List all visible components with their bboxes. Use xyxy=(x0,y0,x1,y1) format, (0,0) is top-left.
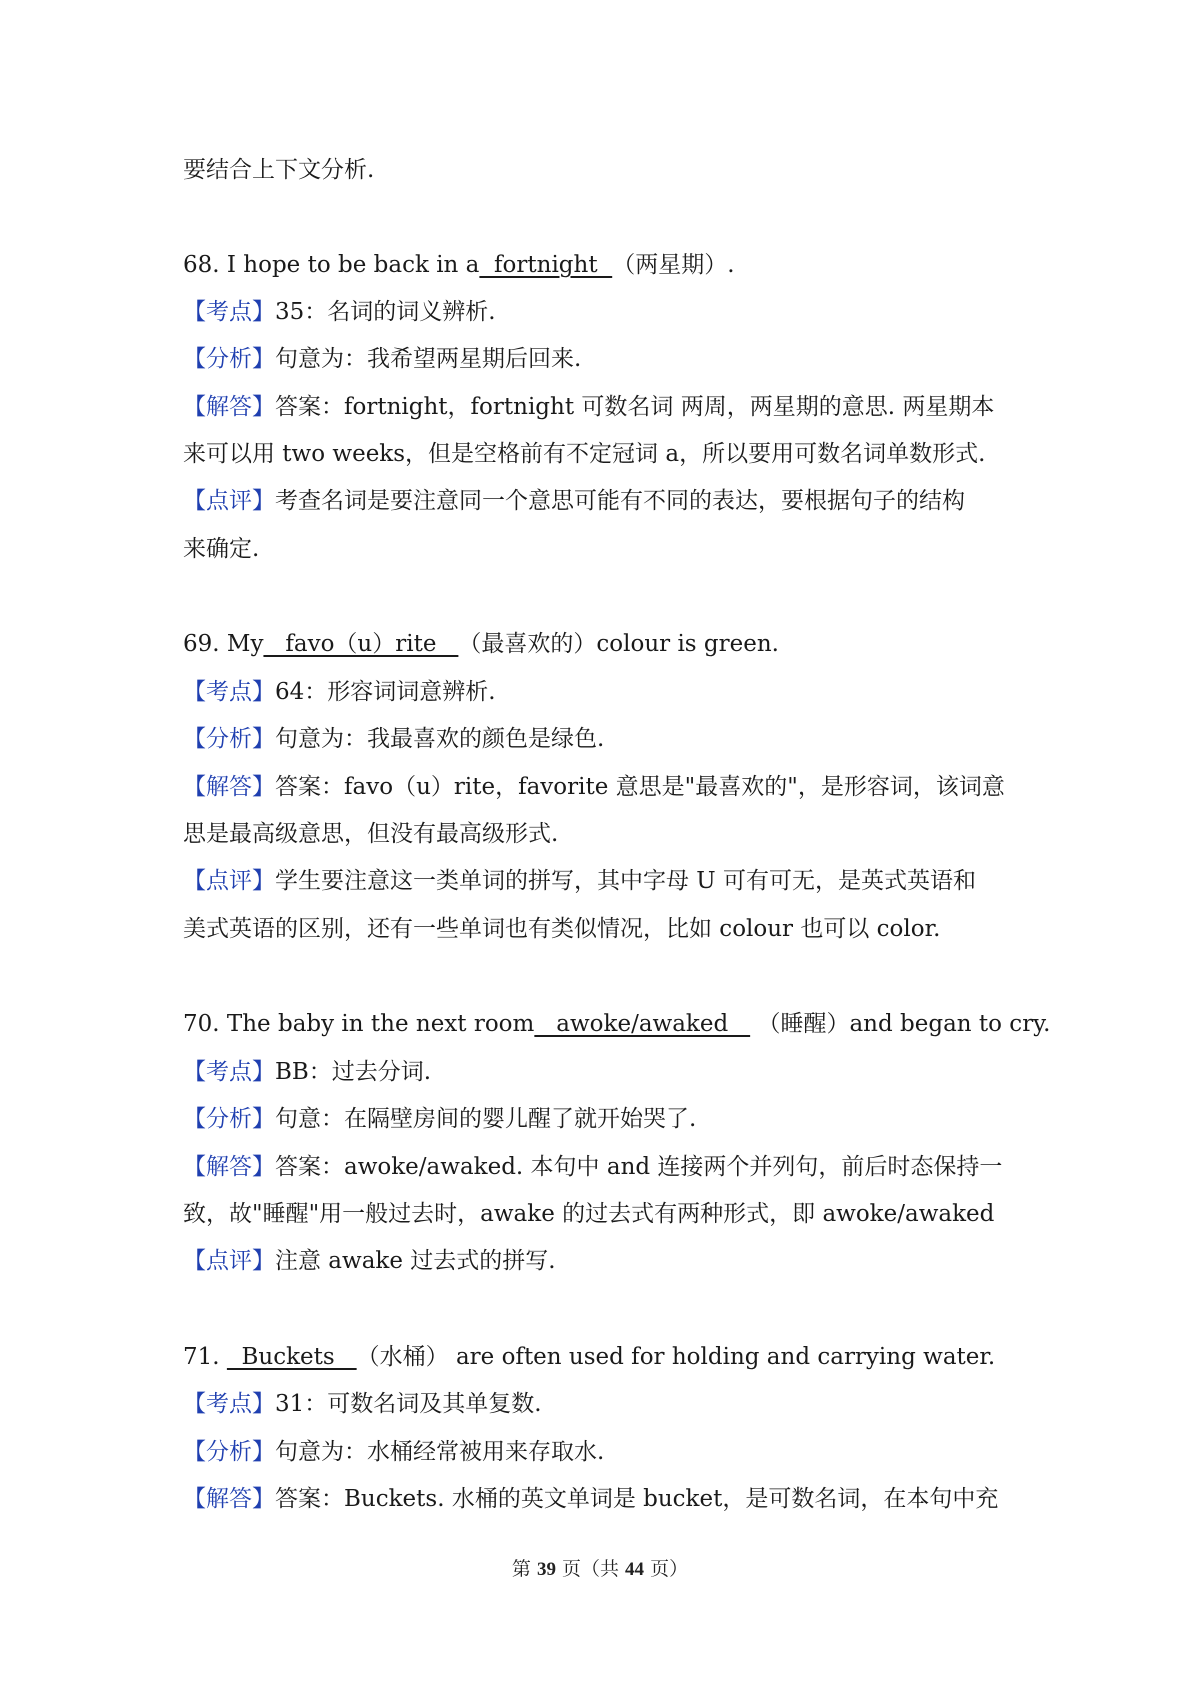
page-number: 39 xyxy=(536,1559,556,1580)
dianping-text: 注意 awake 过去式的拼写. xyxy=(275,1248,556,1274)
dianping-label: 【点评】 xyxy=(183,1248,275,1274)
kaodian-71 xyxy=(183,1389,1030,1419)
question-69 xyxy=(183,629,1030,659)
question-hint: （最喜欢的）colour is green. xyxy=(458,631,779,657)
fenxi-70 xyxy=(183,1104,1030,1134)
kaodian-68 xyxy=(183,297,1030,327)
question-70 xyxy=(183,1009,1051,1039)
jieda-text: 答案：favo（u）rite，favorite 意思是"最喜欢的"，是形容词，该词意 xyxy=(275,774,1005,800)
question-text: I hope to be back in a xyxy=(219,252,480,278)
footer-prefix: 第 xyxy=(511,1558,537,1580)
fenxi-text: 句意：在隔壁房间的婴儿醒了就开始哭了. xyxy=(275,1106,697,1132)
fenxi-label: 【分析】 xyxy=(183,1439,275,1465)
kaodian-text: BB：过去分词. xyxy=(275,1059,432,1085)
kaodian-text: 35：名词的词义辨析. xyxy=(275,299,496,325)
question-number: 69. xyxy=(183,631,220,657)
answer-blank: Buckets xyxy=(226,1344,357,1370)
dianping-68 xyxy=(183,486,1030,516)
question-71 xyxy=(183,1342,1030,1372)
kaodian-label: 【考点】 xyxy=(183,1059,275,1085)
dianping-70 xyxy=(183,1246,1030,1276)
jieda-label: 【解答】 xyxy=(183,394,275,420)
jieda-label: 【解答】 xyxy=(183,1486,275,1512)
dianping-68-cont: 来确定. xyxy=(183,536,260,562)
dianping-text: 学生要注意这一类单词的拼写，其中字母 U 可有可无，是英式英语和 xyxy=(275,868,977,894)
jieda-text: 答案：fortnight，fortnight 可数名词 两周，两星期的意思. 两星期本 xyxy=(275,394,995,420)
kaodian-label: 【考点】 xyxy=(183,299,275,325)
question-number: 71. xyxy=(183,1344,220,1370)
footer-suffix: 页） xyxy=(644,1558,689,1580)
kaodian-label: 【考点】 xyxy=(183,1391,275,1417)
answer-blank: fortnight xyxy=(479,252,613,278)
question-text: My xyxy=(219,631,264,657)
dianping-label: 【点评】 xyxy=(183,488,275,514)
fenxi-text: 句意为：我最喜欢的颜色是绿色. xyxy=(275,726,605,752)
jieda-68-cont: 来可以用 two weeks，但是空格前有不定冠词 a，所以要用可数名词单数形式. xyxy=(183,441,986,467)
jieda-68 xyxy=(183,392,1030,422)
kaodian-text: 31：可数名词及其单复数. xyxy=(275,1391,542,1417)
fenxi-text: 句意为：水桶经常被用来存取水. xyxy=(275,1439,605,1465)
question-hint: （水桶） are often used for holding and carrying water. xyxy=(356,1344,996,1370)
jieda-70-cont: 致，故"睡醒"用一般过去时，awake 的过去式有两种形式，即 awoke/awaked xyxy=(183,1201,995,1227)
jieda-label: 【解答】 xyxy=(183,1154,275,1180)
kaodian-label: 【考点】 xyxy=(183,679,275,705)
fenxi-text: 句意为：我希望两星期后回来. xyxy=(275,346,582,372)
fenxi-label: 【分析】 xyxy=(183,726,275,752)
fenxi-69 xyxy=(183,724,1030,754)
dianping-label: 【点评】 xyxy=(183,868,275,894)
dianping-69-cont: 美式英语的区别，还有一些单词也有类似情况，比如 colour 也可以 color. xyxy=(183,916,941,942)
dianping-text: 考查名词是要注意同一个意思可能有不同的表达，要根据句子的结构 xyxy=(275,488,965,514)
page-footer xyxy=(0,1556,1200,1583)
question-text xyxy=(220,1344,227,1370)
answer-blank: favo（u）rite xyxy=(263,631,459,657)
kaodian-text: 64：形容词词意辨析. xyxy=(275,679,496,705)
jieda-text: 答案：Buckets. 水桶的英文单词是 bucket，是可数名词，在本句中充 xyxy=(275,1486,999,1512)
answer-blank: awoke/awaked xyxy=(534,1011,751,1037)
footer-middle: 页（共 xyxy=(555,1558,626,1580)
kaodian-69 xyxy=(183,677,1030,707)
fenxi-label: 【分析】 xyxy=(183,1106,275,1132)
question-hint: （睡醒）and began to cry. xyxy=(750,1011,1051,1037)
fenxi-label: 【分析】 xyxy=(183,346,275,372)
question-text: The baby in the next room xyxy=(219,1011,535,1037)
page-total: 44 xyxy=(625,1559,645,1580)
jieda-70 xyxy=(183,1152,1030,1182)
jieda-text: 答案：awoke/awaked. 本句中 and 连接两个并列句，前后时态保持一 xyxy=(275,1154,1003,1180)
jieda-label: 【解答】 xyxy=(183,774,275,800)
question-number: 68. xyxy=(183,252,220,278)
jieda-69-cont: 思是最高级意思，但没有最高级形式. xyxy=(183,821,559,847)
dianping-69 xyxy=(183,866,1030,896)
fenxi-71 xyxy=(183,1437,1030,1467)
kaodian-70 xyxy=(183,1057,1030,1087)
fenxi-68 xyxy=(183,344,1030,374)
jieda-69 xyxy=(183,772,1030,802)
question-68 xyxy=(183,250,1030,280)
question-number: 70. xyxy=(183,1011,220,1037)
jieda-71 xyxy=(183,1484,1030,1514)
intro-line: 要结合上下文分析. xyxy=(183,157,375,183)
question-hint: （两星期）. xyxy=(612,252,735,278)
